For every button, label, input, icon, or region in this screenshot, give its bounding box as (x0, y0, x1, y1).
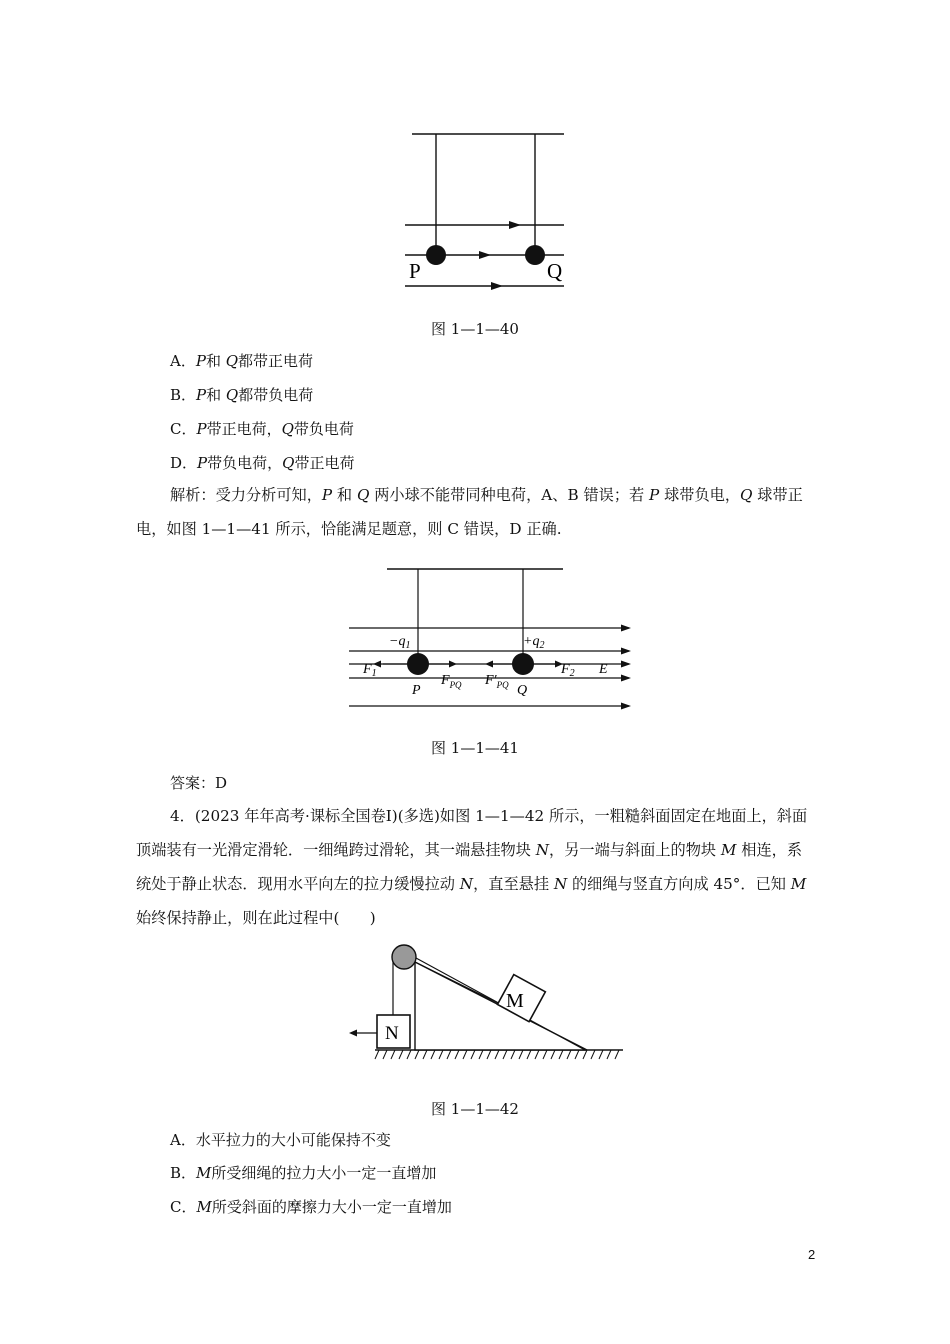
label-f2: $F_2$ (561, 662, 575, 679)
option-a: A．P和 Q都带正电荷 (170, 352, 314, 370)
label-fpq-prime: $F'_{PQ}$ (485, 673, 509, 690)
option-b: B．P和 Q都带负电荷 (170, 386, 314, 404)
label-n: N (385, 1023, 399, 1044)
figure-caption-40: 图 1—1—40 (431, 320, 519, 338)
option-d: D．P带负电荷，Q带正电荷 (170, 454, 355, 472)
option-c: C．P带正电荷，Q带负电荷 (170, 420, 354, 438)
analysis-paragraph: 解析：受力分析可知，P 和 Q 两小球不能带同种电荷，A、B 错误；若 P 球带负电，Q 球带正电，如图 1—1—41 所示，恰能满足题意，则 C 错误，D 正确. (136, 486, 803, 538)
label-f1: $F_1$ (363, 662, 377, 679)
page-number: 2 (808, 1247, 816, 1262)
label-q: Q (517, 683, 528, 698)
answer-line: 答案：D (170, 774, 228, 792)
label-e: E (599, 662, 608, 677)
figure-1-1-42 (345, 935, 630, 1070)
q4-option-c: C．M所受斜面的摩擦力大小一定一直增加 (170, 1198, 452, 1216)
figure-1-1-41 (345, 560, 640, 715)
q4-option-b: B．M所受细绳的拉力大小一定一直增加 (170, 1164, 437, 1182)
q4-option-a: A．水平拉力的大小可能保持不变 (170, 1131, 391, 1149)
figure-1-1-40 (395, 125, 575, 295)
label-q: Q (547, 259, 563, 283)
label-m: M (506, 990, 524, 1012)
label-fpq: $F_{PQ}$ (441, 673, 462, 690)
label-pos-q2: $+q_2$ (523, 634, 545, 651)
question-4-stem: 4．(2023 年年高考·课标全国卷Ⅰ)(多选)如图 1—1—42 所示，一粗糙斜面固定在地面上，斜面顶端装有一光滑定滑轮．一细绳跨过滑轮，其一端悬挂物块 N，另一端与斜面上的物块 M 相连，系统处于静止状态．现用水平向左的拉力缓慢拉动 N，直至悬挂 N 的细绳与竖直方向成 45°．已知 M 始终保持静止，则在此过程中( ) (136, 807, 808, 927)
figure-caption-41: 图 1—1—41 (431, 739, 519, 757)
label-p: P (409, 259, 421, 283)
figure-caption-42: 图 1—1—42 (431, 1100, 519, 1118)
label-neg-q1: $-q_1$ (389, 634, 411, 651)
label-p: P (412, 683, 421, 698)
